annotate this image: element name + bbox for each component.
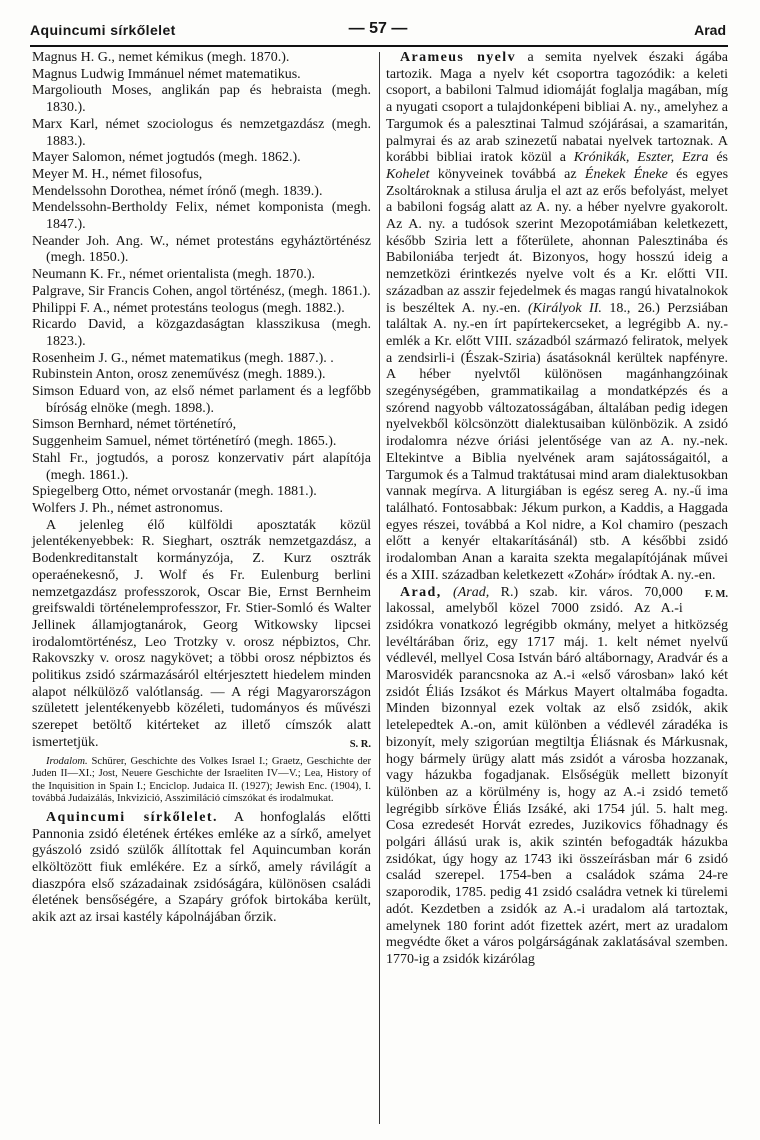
literature-paragraph: [32, 756, 371, 806]
left-column: [32, 50, 371, 927]
list-item: Philippi F. A., német protestáns teologus (megh. 1882.).: [32, 300, 345, 316]
arameus-books-2: Kohelet: [386, 166, 430, 182]
header-left-title: Aquincumi sírkőlelet: [30, 22, 176, 38]
list-item: Simson Eduard von, az első német parlament és a legfőbb bíróság elnöke (megh. 1898.).: [32, 384, 371, 416]
arameus-text-2: könyveinek továbbá az: [437, 166, 577, 182]
arad-entry: [386, 585, 728, 969]
arad-alt-name: (Arad,: [453, 584, 490, 600]
list-item: Mayer Salomon, német jogtudós (megh. 1862.).: [32, 150, 301, 166]
aquincum-headword: Aquincumi sírkőlelet.: [46, 809, 218, 825]
list-item: Ricardo David, a közgazdaságtan klasszikusa (megh. 1823.).: [32, 317, 371, 349]
list-item: Mendelssohn-Bertholdy Felix, német komponista (megh. 1847.).: [32, 200, 371, 233]
list-item: Marx Karl, német szociologus és nemzetgazdász (megh. 1883.).: [32, 116, 371, 149]
arameus-reference: (Királyok II.: [527, 300, 602, 316]
literature-label: Irodalom.: [46, 755, 88, 767]
list-item: Suggenheim Samuel, német történetíró (megh. 1865.).: [32, 434, 337, 450]
arad-headword: Arad,: [400, 584, 442, 600]
header-rule: [30, 45, 728, 47]
arameus-headword: Arameus nyelv: [400, 50, 516, 65]
list-item: Rubinstein Anton, orosz zeneművész (megh. 1889.).: [32, 367, 326, 383]
aquincum-entry: [32, 810, 371, 927]
list-item: Margoliouth Moses, anglikán pap és hebraista (megh. 1830.).: [32, 83, 371, 116]
list-item: Spiegelberg Otto, német orvostanár (megh. 1881.).: [32, 484, 317, 500]
list-item: Wolfers J. Ph., német astronomus.: [32, 500, 223, 516]
list-item: Neander Joh. Ang. W., német protestáns egyháztörténész (megh. 1850.).: [32, 233, 371, 266]
arad-text: R.) szab. kir. város. 70,000 lakossal, amelyből közel 7000 zsidó. Az A.-i zsidókra vonatkozó legrégibb okmány, melyet a hitközség levéltárában őriz, egy 1717 máj. 1. kelt német nyelvű védlevél, mellyel Cosa István báró altábornagy, Aradvár és a Marosvidék parancsnoka az A.-i «első városban» lakó két zsidót Éliás Izsákot és Márkus Mayert oltalmába fogadta. Minden bizonnyal ezek voltak az első zsidók, akik letelepedtek A.-on, amit különben a védlevél záradéka is bizonyít, mely szigorúan megtiltja Éliásnak és Márkusnak, hogy bármely ürügy alatt más zsidót a városba hozzanak, vagy házukba fogadjanak. Elsőségük mellett bizonyít különben az a körülmény is, hogy az A.-i zsidó temető legrégibb sírköve Éliás Izsáké, aki 1754 júl. 5. halt meg. Cosa ezredesét Horvát ezredes, Juzikovics főhadnagy és polgári állású urak is, akik szintén befogadták házukba zsidókat, úgy hogy az 1743 iki összeírásban már 6 zsidó család szerepel. 1754-ben a családok száma 24-re szaporodik, 1785. pedig 41 zsidó családra vetnek ki türelemi adót. Kezdetben a zsidók az A.-i uradalom alá tartoztak, amelynek 180 forint adót fizettek azért, mert az uradalom megvédte őket a város polgárságának zaklatásával szemben. 1770-ig a zsidók kizárólag: [386, 584, 728, 967]
list-item: Meyer M. H., német filosofus,: [32, 166, 203, 182]
page-number: — 57 —: [348, 20, 408, 37]
list-item: Rosenheim J. G., német matematikus (megh. 1887.). .: [32, 350, 334, 366]
right-column: [386, 50, 728, 969]
running-header: [30, 20, 726, 40]
list-item: Palgrave, Sir Francis Cohen, angol történész, (megh. 1861.).: [32, 283, 371, 299]
author-signature: S. R.: [349, 738, 371, 750]
list-item: Mendelssohn Dorothea, német írónő (megh. 1839.).: [32, 183, 323, 199]
apostates-paragraph: [32, 518, 371, 752]
list-item: Stahl Fr., jogtudós, a porosz konzervativ párt alapítója (megh. 1861.).: [32, 450, 371, 483]
arameus-books-1: Krónikák, Eszter, Ezra: [573, 150, 709, 166]
list-item: Magnus H. G., nemet kémikus (megh. 1870.).: [32, 50, 290, 65]
arameus-text-4: 18., 26.) Perzsiában találtak A. ny.-en írt papírtekercseket, a legrégibb A. ny.-emlék a Kr. előtt VIII. századból származó feliratok, melyek a zendsirli-i (Észak-Sziria) ásatásoknál kerültek napfényre. A héber nyelvtől különösen magánhangzóinak szegénységében, grammatikailag a mondatképzés és a szórend nagyobb változatosságában, általában pedig idegen nyelvekből kölcsönzött dialektusaiban különbözik. A zsidó irodalomra nézve óriási jelentősége van az A. ny.-nek. Eltekintve a Biblia nyelvének aram sajátosságaitól, a Targumok és a Talmud traktátusai mind aram dialektusokban vannak megírva. A liturgiában is egész sereg A. ny.-ű ima található. Fontosabbak: Jékum purkon, a Kaddis, a Haggada egyes részei, továbbá a Kol nidre, a Kol chamiro (peszach előtt a kenyér eltakarításánál) stb. A későbbi zsidó irodalomban Anan a karaita szekta megalapítójának művei és a XIII. században keletkezett «Zohár» íródtak A. ny.-en.: [386, 300, 728, 583]
arameus-books-3: Énekek Éneke: [584, 166, 668, 182]
column-divider: [379, 52, 380, 1124]
arameus-and: és: [716, 150, 729, 166]
header-right-title: Arad: [694, 22, 726, 38]
list-item: Simson Bernhard, német történetíró,: [32, 417, 237, 433]
aquincum-text: A honfoglalás előtti Pannonia zsidó életének értékes emléke az a sírkő, amelyet gyászoló zsidó szülők állítottak fel Aquincumban korán elköltözött fiuk emlékére. Ez a sírkő, amely rávilágít a diaszpóra első századainak zsidóságára, különösen családi életének bensőségére, a Szapáry grófok birtokába került, akik azt az irsai kastély kápolnájában őrzik.: [32, 809, 371, 926]
list-item: Neumann K. Fr., német orientalista (megh. 1870.).: [32, 267, 316, 283]
arameus-text-3: és egyes Zsoltároknak a stilusa árulja el azt az erős befolyást, melyet a babiloni fogság alatt az A. ny. a héber nyelvre gyakorolt. Az A. ny. a tudósok szerint Mezopotámiában keletkezett, később Sziria lett a főterülete, ahonnan Palesztinába és Babiloniába terjedt át. Bizonyos, hogy hosszú ideig a nemzetközi érintkezés nyelve volt és a Kr. előtti VII. században az asszir fejedelmek és magas rangú hivatalnokok is beszéltek A. ny.-en.: [386, 166, 729, 316]
apostates-text: A jelenleg élő külföldi aposztaták közül jelentékenyebbek: R. Sieghart, osztrák nemzetgazdász, a Bodenkreditanstalt kormányzója, Z. Kurz osztrák operaénekesnő, J. Wolf és Fr. Eulenburg berlini nemzetgazdász professzorok, Oscar Bie, Ernst Bernheim greifswaldi történelemprofesszor, Fr. Stier-Somló és Walter Jellinek államjogtanárok, Georg Witkowsky lipcsei irodalomtörténész, Leo Trotzky v. orosz népbiztos, Chr. Rakovszky v. orosz nagykövet; a többi orosz népbiztos és politikus zsidó származásáról eltérjesztett hiedelem minden alapot nélkülöző valótlanság. — A régi Magyarországon született jelentékenyebb közéleti, tudományos és művészi szerepet betöltő kitérteket az illető címszók alatt ismertetjük.: [32, 517, 371, 750]
arameus-text-1: a semita nyelvek északi ágába tartozik. Maga a nyelv két csoportra tagozódik: a keleti csoport, a babiloni Talmud idiomáját foglalja magában, míg a nyugati csoport a tulajdonképeni bibliai A. ny., amelyhez a Targumok és a palesztinai Talmud szójárásai, a szamaritán, palmyrai és az arab szinezetű nabatai nyelvek tartoznak. A korábbi bibliai iratok közül a: [386, 50, 729, 166]
arameus-signature: F. M.: [704, 588, 728, 600]
literature-text: Schürer, Geschichte des Volkes Israel I.; Graetz, Geschichte der Juden II—XI.; Jost, Neuere Geschichte der Israeliten IV—V.; Lea, History of the Inquisition in Spain I.; Enciclop. Judaica II. (1927); Jewish Enc. (1904), I. továbbá Judaizálás, Inkvizició, Asszimiláció címszókat és irodalmukat.: [32, 755, 371, 805]
list-item: Magnus Ludwig Immánuel német matematikus.: [32, 66, 301, 82]
